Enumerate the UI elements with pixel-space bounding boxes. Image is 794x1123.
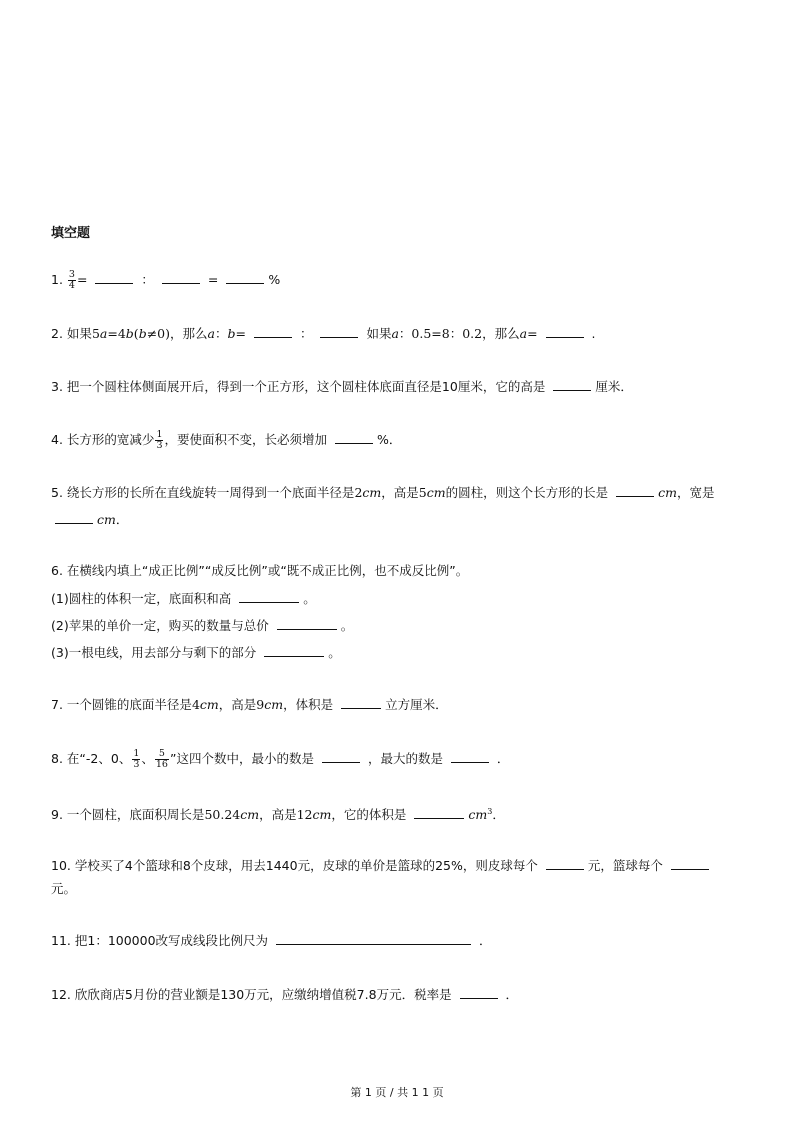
- question-12: 12. 欣欣商店5月份的营业额是130万元，应缴纳增值税7.8万元．税率是 ．: [51, 987, 519, 1002]
- question-number: 2.: [51, 326, 63, 341]
- question-6-item-1: (1)圆柱的体积一定，底面积和高 。: [51, 591, 316, 606]
- question-3: 3. 把一个圆柱体侧面展开后，得到一个正方形，这个圆柱体底面直径是10厘米，它的高是 厘米．: [51, 379, 633, 394]
- page-footer: 第 1 页 / 共 1 1 页: [350, 1086, 444, 1099]
- section-title: 填空题: [51, 226, 91, 241]
- question-1: 1. $\frac{3}{4}$ = ： = %: [51, 269, 281, 291]
- answer-blank[interactable]: [553, 378, 591, 391]
- answer-blank[interactable]: [55, 511, 93, 524]
- answer-blank[interactable]: [460, 986, 498, 999]
- question-5: 5. 绕长方形的长所在直线旋转一周得到一个底面半径是2cm，高是5cm的圆柱，则这个长方形的长是 cm，宽是: [51, 485, 715, 500]
- question-7: 7. 一个圆锥的底面半径是4cm，高是9cm，体积是 立方厘米．: [51, 697, 448, 712]
- question-number: 5.: [51, 485, 63, 500]
- question-number: 6.: [51, 563, 63, 578]
- question-6-item-2: (2)苹果的单价一定，购买的数量与总价 。: [51, 618, 354, 633]
- answer-blank[interactable]: [671, 857, 709, 870]
- answer-blank[interactable]: [95, 271, 133, 284]
- question-number: 3.: [51, 379, 63, 394]
- question-number: 7.: [51, 697, 63, 712]
- question-6: 6. 在横线内填上“成正比例”“成反比例”或“既不成正比例，也不成反比例”。: [51, 563, 469, 578]
- answer-blank[interactable]: [322, 750, 360, 763]
- question-11: 11. 把1：100000改写成线段比例尺为 ．: [51, 933, 492, 948]
- question-number: 1.: [51, 272, 63, 287]
- answer-blank[interactable]: [320, 325, 358, 338]
- answer-blank[interactable]: [276, 932, 471, 945]
- answer-blank[interactable]: [341, 696, 381, 709]
- answer-blank[interactable]: [414, 806, 464, 819]
- question-number: 10.: [51, 858, 71, 873]
- question-9: 9. 一个圆柱，底面积周长是50.24cm，高是12cm，它的体积是 $cm^3$．: [51, 807, 505, 823]
- answer-blank[interactable]: [546, 325, 584, 338]
- answer-blank[interactable]: [616, 484, 654, 497]
- answer-blank[interactable]: [277, 617, 337, 630]
- fraction: $\frac{3}{4}$: [68, 269, 75, 291]
- question-4: 4. 长方形的宽减少 $\frac{1}{3}$ ，要使面积不变，长必须增加 %．: [51, 429, 402, 451]
- fraction: $\frac{5}{16}$: [155, 748, 168, 770]
- fraction: $\frac{1}{3}$: [156, 429, 163, 451]
- answer-blank[interactable]: [254, 325, 292, 338]
- question-5-line2: cm．: [55, 511, 128, 529]
- question-6-item-3: (3)一根电线，用去部分与剩下的部分 。: [51, 645, 341, 660]
- question-number: 11.: [51, 933, 71, 948]
- question-number: 4.: [51, 432, 63, 447]
- answer-blank[interactable]: [546, 857, 584, 870]
- answer-blank[interactable]: [335, 431, 373, 444]
- answer-blank[interactable]: [226, 271, 264, 284]
- question-10-line2: 元。: [51, 881, 77, 896]
- fraction: $\frac{1}{3}$: [133, 748, 140, 770]
- question-number: 8.: [51, 751, 63, 766]
- answer-blank[interactable]: [451, 750, 489, 763]
- question-number: 12.: [51, 987, 71, 1002]
- question-10: 10. 学校买了4个篮球和8个皮球，用去1440元，皮球的单价是篮球的25%，则皮球每个 元，篮球每个: [51, 857, 713, 875]
- question-8: 8. 在“-2、0、 $\frac{1}{3}$ 、 $\frac{5}{16}$ ”这四个数中，最小的数是 ，最大的数是 ．: [51, 748, 510, 770]
- answer-blank[interactable]: [239, 590, 299, 603]
- question-2: 2. 如果5a=4b(b≠0)，那么a：b= ： 如果a：0.5=8：0.2，那么a= .: [51, 326, 596, 341]
- answer-blank[interactable]: [162, 271, 200, 284]
- question-number: 9.: [51, 807, 63, 823]
- answer-blank[interactable]: [264, 644, 324, 657]
